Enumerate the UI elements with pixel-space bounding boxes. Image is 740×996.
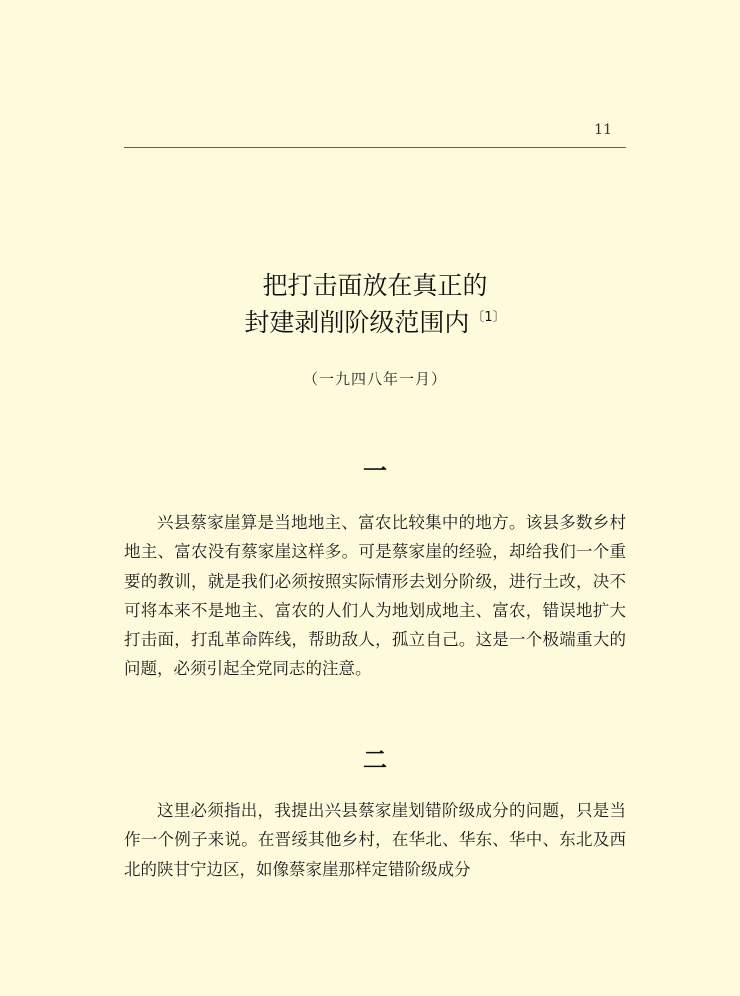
- section-2-paragraph: 这里必须指出，我提出兴县蔡家崖划错阶级成分的问题，只是当作一个例子来说。在晋绥其他乡村，在华北、华东、华中、东北及西北的陕甘宁边区，如像蔡家崖那样定错阶级成分: [124, 801, 626, 879]
- section-1-paragraph: 兴县蔡家崖算是当地地主、富农比较集中的地方。该县多数乡村地主、富农没有蔡家崖这样多。可是蔡家崖的经验，却给我们一个重要的教训，就是我们必须按照实际情形去划分阶级，进行土改，决不可将本来不是地主、富农的人们人为地划成地主、富农，错误地扩大打击面，打乱革命阵线，帮助敌人，孤立自己。这是一个极端重大的问题，必须引起全党同志的注意。: [124, 513, 626, 679]
- title-line-1: 把打击面放在真正的: [262, 270, 488, 300]
- section-heading-2: 二: [363, 746, 387, 774]
- article-date: （一九四八年一月）: [302, 370, 447, 388]
- footnote-marker[interactable]: 〔1〕: [471, 310, 506, 326]
- page-number: 11: [594, 122, 612, 138]
- title-line-2: 封建剥削阶级范围内: [244, 307, 470, 337]
- article-title: [120, 267, 630, 341]
- section-heading-1: 一: [363, 457, 387, 485]
- header-rule: [124, 147, 626, 148]
